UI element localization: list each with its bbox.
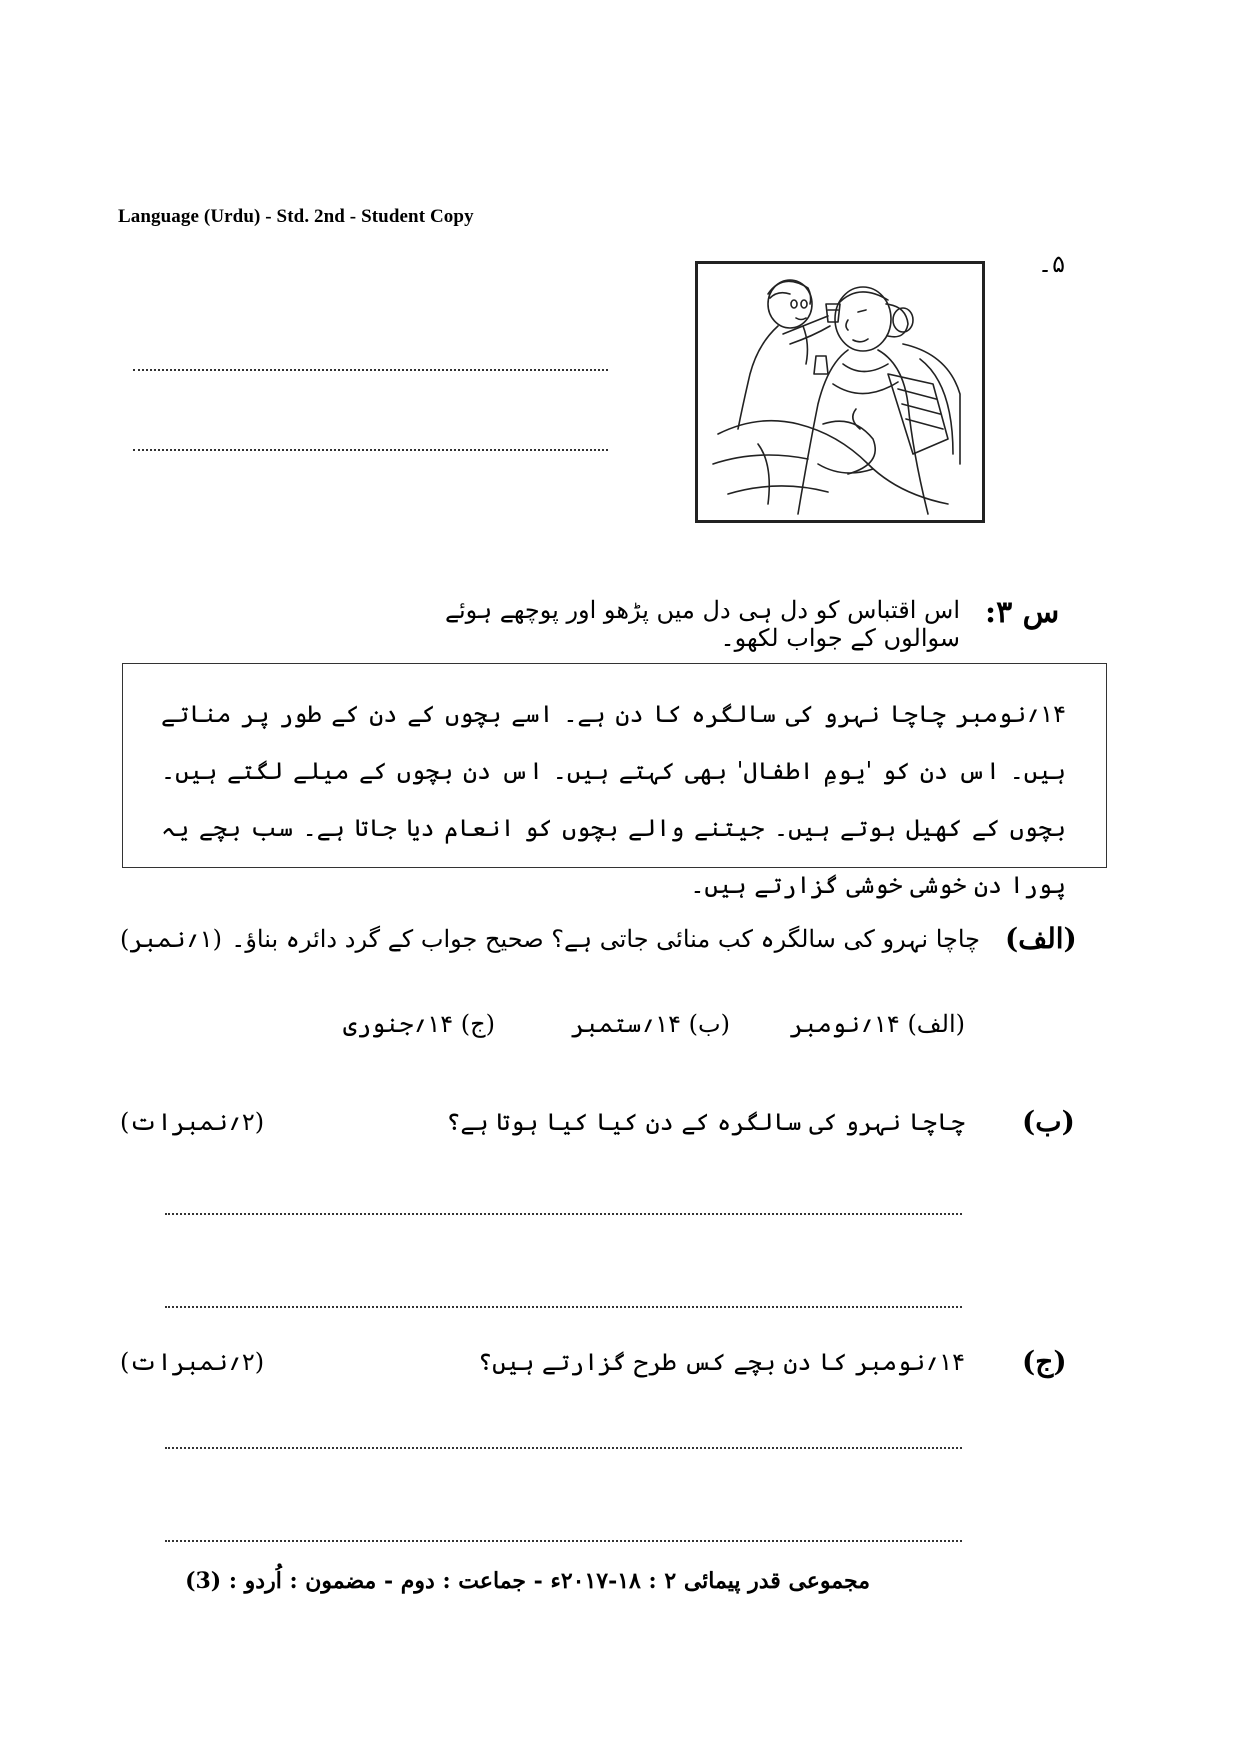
answer-line[interactable] bbox=[165, 1540, 962, 1542]
question-5-number: ۵۔ bbox=[1038, 250, 1065, 278]
part-a-question: چاچا نہرو کی سالگرہ کب منائی جاتی ہے؟ صحیح جواب کے گرد دائرہ بناؤ۔ bbox=[231, 925, 980, 953]
part-c-marks: (۲؍نمبرات) bbox=[120, 1348, 265, 1376]
child-giving-medicine-illustration bbox=[698, 264, 982, 520]
page-header: Language (Urdu) - Std. 2nd - Student Copy bbox=[118, 206, 474, 227]
option-a[interactable]: (الف) ۱۴؍نومبر bbox=[789, 1010, 965, 1038]
page-footer: مجموعی قدر پیمائی ۲ : ۱۸-۲۰۱۷ء - جماعت : دوم - مضمون : اُردو : (3) bbox=[185, 1568, 870, 1594]
answer-line[interactable] bbox=[165, 1306, 962, 1308]
answer-line[interactable] bbox=[165, 1447, 962, 1449]
option-c[interactable]: (ج) ۱۴؍جنوری bbox=[342, 1010, 495, 1038]
part-a-label: (الف) bbox=[1005, 922, 1077, 955]
picture-frame bbox=[695, 261, 985, 523]
passage-box bbox=[122, 663, 1107, 899]
part-c-question: ۱۴؍نومبر کا دن بچے کس طرح گزارتے ہیں؟ bbox=[478, 1348, 965, 1376]
answer-line[interactable] bbox=[133, 449, 608, 451]
question-3-label: س ۳: bbox=[985, 595, 1060, 630]
answer-line[interactable] bbox=[133, 369, 608, 371]
passage-text: ۱۴؍نومبر چاچا نہرو کی سالگرہ کا دن ہے۔ اسے بچوں کے دن کے طور پر مناتے ہیں۔ اس دن کو 'یومِ اطفال' بھی کہتے ہیں۔ اس دن بچوں کے میلے لگتے ہیں۔ بچوں کے کھیل ہوتے ہیں۔ جیتنے والے بچوں کو انعام دیا جاتا ہے۔ سب بچے یہ پورا دن خوشی خوشی گزارتے ہیں۔ bbox=[161, 700, 1066, 899]
part-b-label: (ب) bbox=[1022, 1105, 1075, 1138]
part-c-label: (ج) bbox=[1022, 1345, 1067, 1378]
question-3-instruction: اس اقتباس کو دل ہی دل میں پڑھو اور پوچھے ہوئے سوالوں کے جواب لکھو۔ bbox=[444, 596, 960, 652]
answer-line[interactable] bbox=[165, 1213, 962, 1215]
part-b-marks: (۲؍نمبرات) bbox=[120, 1108, 265, 1136]
part-b-question: چاچا نہرو کی سالگرہ کے دن کیا کیا ہوتا ہے؟ bbox=[446, 1108, 965, 1136]
option-b[interactable]: (ب) ۱۴؍ستمبر bbox=[570, 1010, 730, 1038]
part-a-marks: (۱؍نمبر) bbox=[120, 925, 222, 953]
